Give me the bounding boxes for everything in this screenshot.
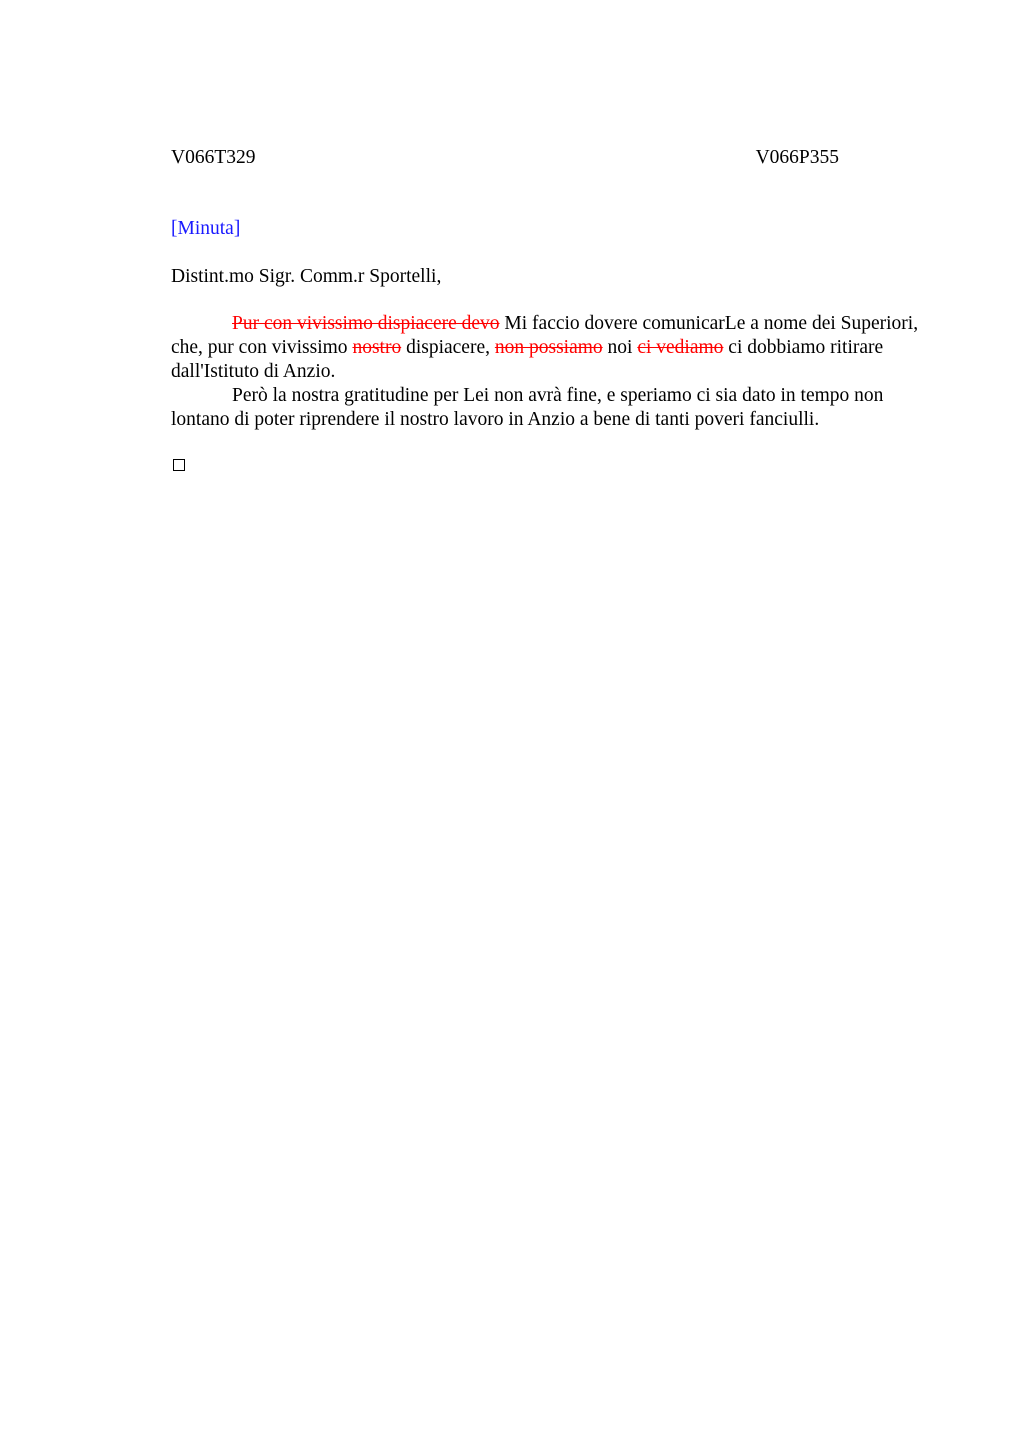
- deleted-text: non possiamo: [494, 337, 603, 358]
- document-header: [171, 146, 839, 172]
- paragraph-1: [171, 312, 931, 384]
- paragraph-2: Però la nostra gratitudine per Lei non avrà fine, e speriamo ci sia dato in tempo non lontano di poter riprendere il nostro lavoro in Anzio a bene di tanti poveri fanciulli.: [171, 385, 884, 430]
- salutation: Distint.mo Sigr. Comm.r Sportelli,: [171, 266, 442, 287]
- minuta-note: [Minuta]: [171, 218, 241, 239]
- deleted-text: ci vediamo: [637, 337, 724, 358]
- document-code-right: V066P355: [755, 147, 839, 168]
- letter-body: [171, 312, 931, 432]
- deleted-text: nostro: [352, 337, 402, 358]
- paragraph-text: ci dobbiamo ritirare dall'Istituto di Anzio.: [171, 337, 884, 382]
- document-code-left: V066T329: [171, 147, 256, 168]
- square-outline-icon: [173, 459, 185, 471]
- paragraph-text: Mi faccio dovere comunicarLe a nome dei Superiori, che, pur con vivissimo: [171, 313, 919, 358]
- paragraph-text: noi: [602, 337, 638, 358]
- paragraph-text: dispiacere,: [401, 337, 495, 358]
- deleted-text: Pur con vivissimo dispiacere devo: [232, 313, 500, 334]
